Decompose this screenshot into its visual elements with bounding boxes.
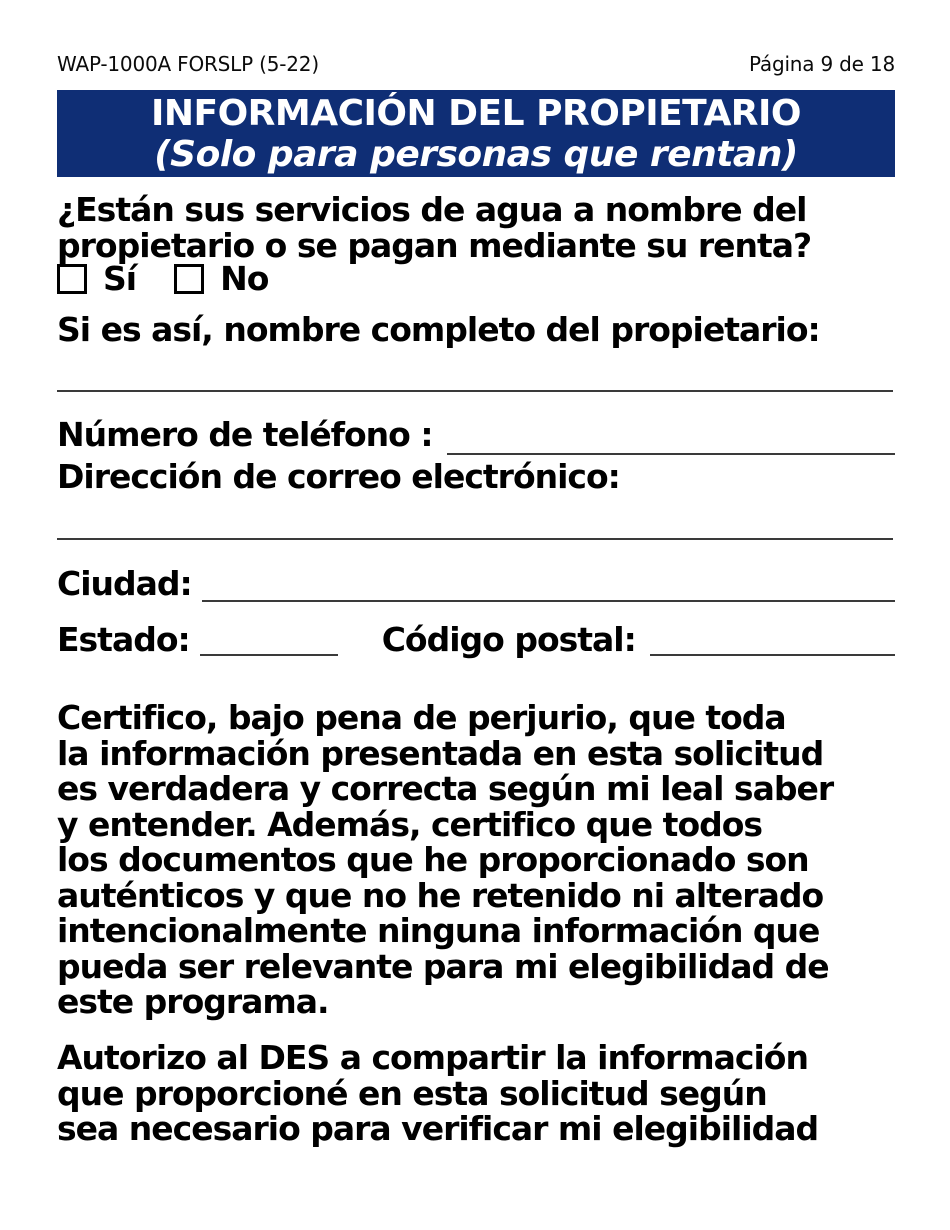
certification-paragraph	[57, 700, 937, 1020]
checkbox-yes-label: Sí	[103, 259, 137, 298]
certification-line: este programa.	[57, 982, 329, 1021]
yes-no-options	[57, 259, 269, 298]
city-row	[57, 565, 895, 602]
phone-label: Número de teléfono :	[57, 415, 433, 454]
landlord-name-blank[interactable]	[57, 390, 893, 392]
certification-line: intencionalmente ninguna información que	[57, 911, 820, 950]
certification-line: es verdadera y correcta según mi leal saber	[57, 769, 834, 808]
checkbox-yes[interactable]	[57, 264, 87, 294]
city-label: Ciudad:	[57, 564, 192, 603]
section-title: INFORMACIÓN DEL PROPIETARIO	[150, 92, 802, 134]
certification-line: y entender. Además, certifico que todos	[57, 804, 763, 844]
certification-line: los documentos que he proporcionado son	[57, 840, 809, 879]
authorization-line: que proporcioné en esta solicitud según	[57, 1073, 767, 1113]
page-indicator: Página 9 de 18	[748, 52, 895, 76]
water-service-question	[57, 192, 895, 263]
section-banner	[57, 90, 895, 177]
state-zip-row	[57, 620, 895, 659]
zip-blank[interactable]	[650, 654, 895, 656]
authorization-paragraph	[57, 1040, 937, 1147]
certification-line: Certifico, bajo pena de perjurio, que toda	[57, 698, 786, 737]
question-line-2: propietario o se pagan mediante su renta?	[57, 225, 812, 265]
email-blank[interactable]	[57, 538, 893, 540]
checkbox-no-label: No	[220, 259, 269, 298]
state-blank[interactable]	[200, 654, 338, 656]
authorization-line: Autorizo al DES a compartir la información	[57, 1038, 808, 1077]
question-line-1: ¿Están sus servicios de agua a nombre del	[57, 190, 807, 229]
checkbox-no[interactable]	[174, 264, 204, 294]
landlord-name-label: Si es así, nombre completo del propietario:	[57, 310, 820, 349]
page-header	[57, 52, 895, 76]
section-subtitle: (Solo para personas que rentan)	[154, 133, 798, 175]
certification-line: la información presentada en esta solicitud	[57, 733, 824, 773]
phone-blank[interactable]	[447, 453, 895, 455]
state-label: Estado:	[57, 620, 190, 659]
zip-label: Código postal:	[381, 620, 636, 659]
phone-row	[57, 415, 895, 455]
certification-line: pueda ser relevante para mi elegibilidad de	[57, 946, 829, 986]
authorization-line: sea necesario para verificar mi elegibilidad	[57, 1109, 819, 1148]
certification-line: auténticos y que no he retenido ni alterado	[57, 875, 824, 915]
email-label: Dirección de correo electrónico:	[57, 457, 620, 496]
city-blank[interactable]	[202, 600, 895, 602]
form-number: WAP-1000A FORSLP (5-22)	[57, 52, 319, 76]
